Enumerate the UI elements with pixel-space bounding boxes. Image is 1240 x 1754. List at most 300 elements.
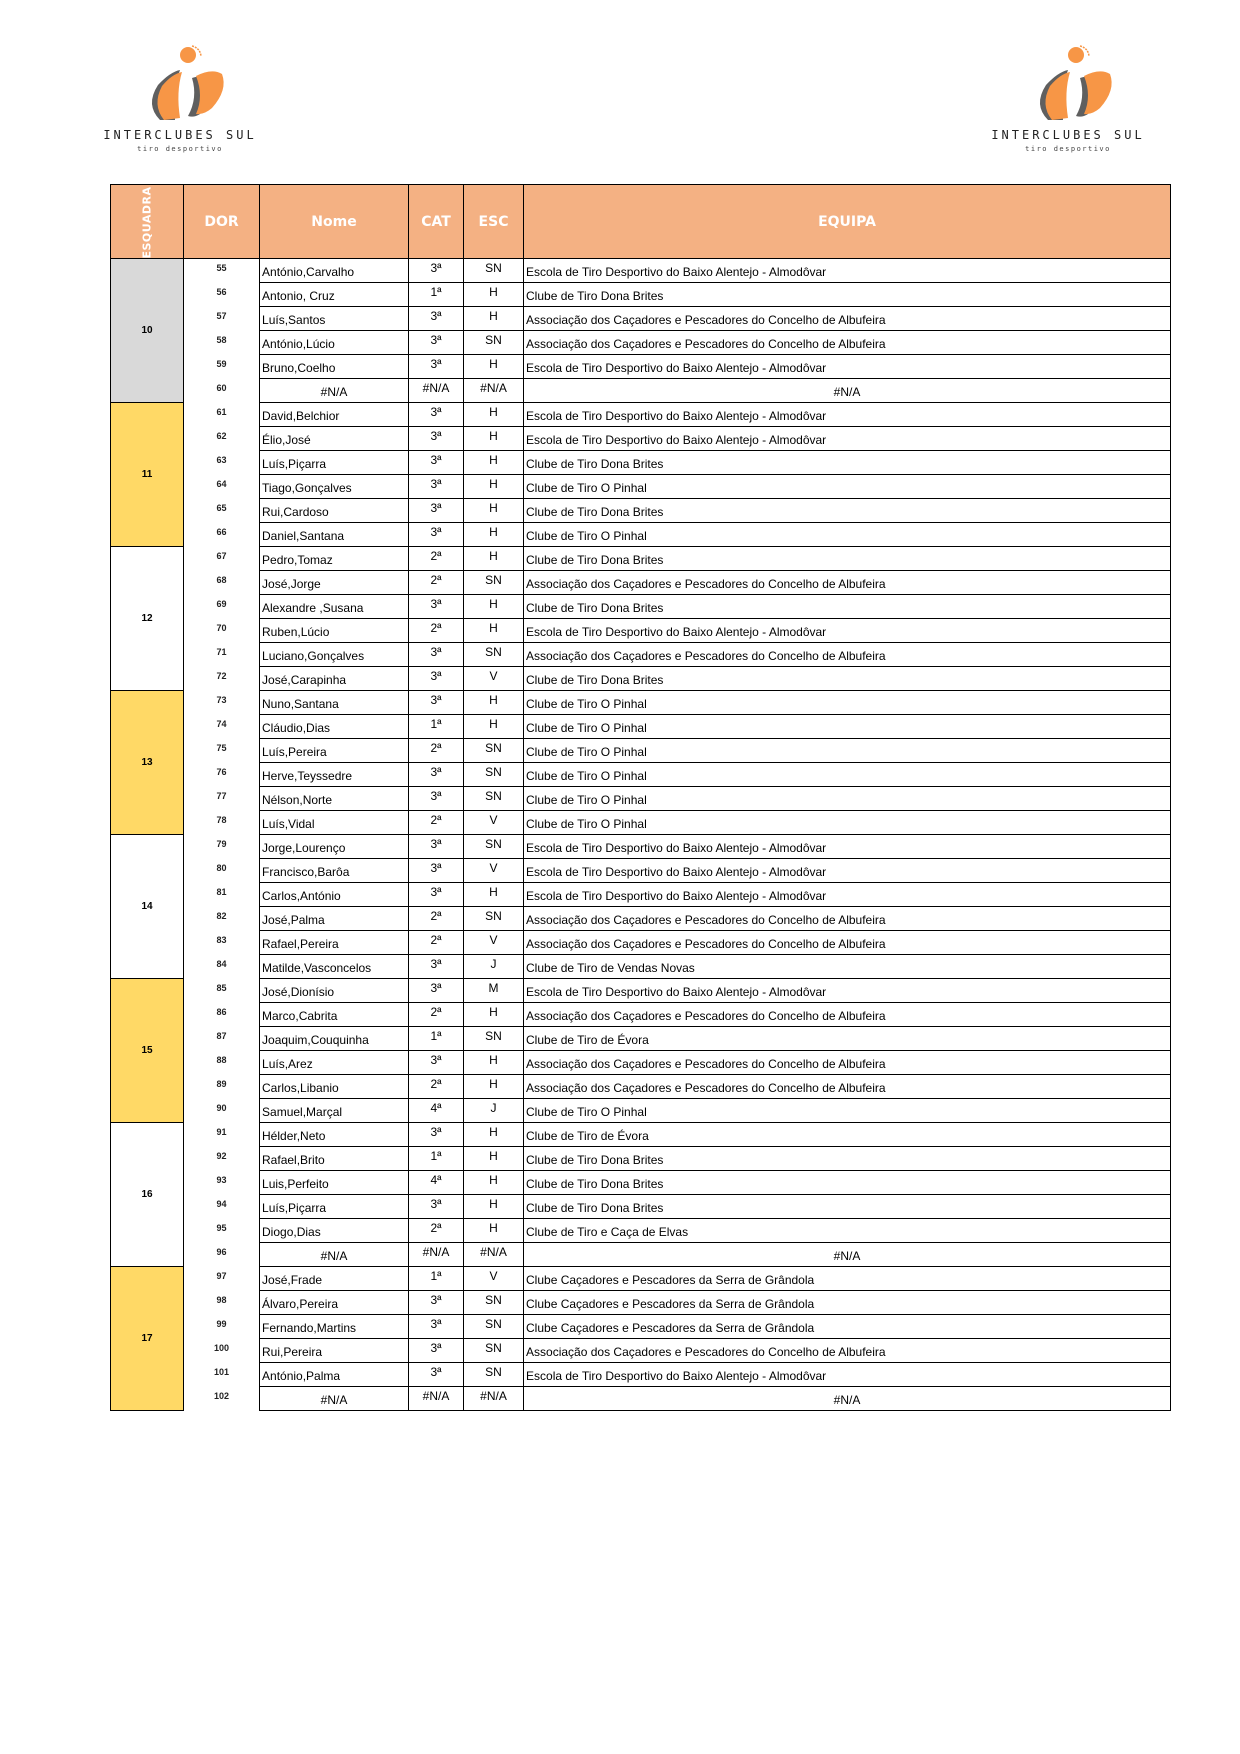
category-cell: 2ª [409, 547, 464, 571]
team-cell: Escola de Tiro Desportivo do Baixo Alentejo - Almodôvar [524, 355, 1171, 379]
name-cell: #N/A [260, 1387, 409, 1411]
name-cell: José,Palma [260, 907, 409, 931]
bib-number-cell: 95 [184, 1219, 260, 1243]
category-cell: 4ª [409, 1099, 464, 1123]
table-row [111, 787, 1171, 811]
table-row [111, 499, 1171, 523]
logo-tagline: tiro desportivo [1025, 145, 1111, 153]
class-cell: SN [464, 787, 524, 811]
bib-number-cell: 56 [184, 283, 260, 307]
bib-number-cell: 83 [184, 931, 260, 955]
bib-number-cell: 58 [184, 331, 260, 355]
class-cell: SN [464, 907, 524, 931]
category-cell: 3ª [409, 259, 464, 283]
category-cell: 3ª [409, 1195, 464, 1219]
team-cell: Associação dos Caçadores e Pescadores do Concelho de Albufeira [524, 931, 1171, 955]
name-cell: José,Dionísio [260, 979, 409, 1003]
table-row [111, 571, 1171, 595]
bib-number-cell: 74 [184, 715, 260, 739]
category-cell: 1ª [409, 1027, 464, 1051]
team-cell: Escola de Tiro Desportivo do Baixo Alentejo - Almodôvar [524, 979, 1171, 1003]
team-cell: Clube de Tiro O Pinhal [524, 475, 1171, 499]
name-cell: Daniel,Santana [260, 523, 409, 547]
interclubes-sul-logo-right [988, 40, 1148, 160]
table-row [111, 1051, 1171, 1075]
team-cell: #N/A [524, 1243, 1171, 1267]
name-cell: Tiago,Gonçalves [260, 475, 409, 499]
bib-number-cell: 65 [184, 499, 260, 523]
bib-number-cell: 82 [184, 907, 260, 931]
class-cell: H [464, 307, 524, 331]
bib-number-cell: 55 [184, 259, 260, 283]
table-row [111, 331, 1171, 355]
table-row [111, 379, 1171, 403]
team-cell: Clube de Tiro O Pinhal [524, 787, 1171, 811]
bib-number-cell: 64 [184, 475, 260, 499]
bib-number-cell: 73 [184, 691, 260, 715]
team-cell: #N/A [524, 379, 1171, 403]
table-row [111, 403, 1171, 427]
category-cell: 3ª [409, 595, 464, 619]
category-cell: 3ª [409, 691, 464, 715]
category-cell: 2ª [409, 931, 464, 955]
class-cell: M [464, 979, 524, 1003]
class-cell: SN [464, 1315, 524, 1339]
name-cell: Fernando,Martins [260, 1315, 409, 1339]
bib-number-cell: 60 [184, 379, 260, 403]
category-cell: 4ª [409, 1171, 464, 1195]
team-cell: Associação dos Caçadores e Pescadores do Concelho de Albufeira [524, 331, 1171, 355]
logo-tagline: tiro desportivo [137, 145, 223, 153]
table-row [111, 955, 1171, 979]
category-cell: 1ª [409, 283, 464, 307]
class-cell: SN [464, 763, 524, 787]
class-cell: V [464, 859, 524, 883]
class-cell: SN [464, 331, 524, 355]
category-cell: #N/A [409, 1243, 464, 1267]
table-row [111, 1123, 1171, 1147]
name-cell: Élio,José [260, 427, 409, 451]
team-cell: Clube de Tiro Dona Brites [524, 451, 1171, 475]
bib-number-cell: 66 [184, 523, 260, 547]
name-cell: Nélson,Norte [260, 787, 409, 811]
table-row [111, 307, 1171, 331]
bib-number-cell: 80 [184, 859, 260, 883]
category-cell: 3ª [409, 499, 464, 523]
team-cell: Escola de Tiro Desportivo do Baixo Alentejo - Almodôvar [524, 619, 1171, 643]
class-cell: V [464, 811, 524, 835]
name-cell: Cláudio,Dias [260, 715, 409, 739]
team-cell: Escola de Tiro Desportivo do Baixo Alentejo - Almodôvar [524, 859, 1171, 883]
squad-number-cell: 12 [111, 547, 184, 691]
bib-number-cell: 91 [184, 1123, 260, 1147]
team-cell: Associação dos Caçadores e Pescadores do Concelho de Albufeira [524, 571, 1171, 595]
team-cell: Clube de Tiro O Pinhal [524, 523, 1171, 547]
header-esquadra-label: ESQUADRA [140, 185, 154, 259]
category-cell: 1ª [409, 715, 464, 739]
category-cell: 2ª [409, 739, 464, 763]
name-cell: #N/A [260, 379, 409, 403]
category-cell: 3ª [409, 355, 464, 379]
table-row [111, 1147, 1171, 1171]
name-cell: Luís,Arez [260, 1051, 409, 1075]
category-cell: 3ª [409, 1315, 464, 1339]
bib-number-cell: 71 [184, 643, 260, 667]
table-row [111, 715, 1171, 739]
header-cat: CAT [409, 185, 464, 259]
name-cell: Rafael,Pereira [260, 931, 409, 955]
squad-number-cell: 11 [111, 403, 184, 547]
category-cell: 2ª [409, 1003, 464, 1027]
class-cell: H [464, 1003, 524, 1027]
bib-number-cell: 87 [184, 1027, 260, 1051]
table-row [111, 1099, 1171, 1123]
class-cell: H [464, 499, 524, 523]
bib-number-cell: 69 [184, 595, 260, 619]
bib-number-cell: 89 [184, 1075, 260, 1099]
class-cell: H [464, 427, 524, 451]
bib-number-cell: 59 [184, 355, 260, 379]
bib-number-cell: 93 [184, 1171, 260, 1195]
bib-number-cell: 79 [184, 835, 260, 859]
team-cell: Escola de Tiro Desportivo do Baixo Alentejo - Almodôvar [524, 835, 1171, 859]
class-cell: V [464, 931, 524, 955]
bib-number-cell: 57 [184, 307, 260, 331]
team-cell: Clube de Tiro O Pinhal [524, 811, 1171, 835]
category-cell: 2ª [409, 571, 464, 595]
category-cell: 3ª [409, 1291, 464, 1315]
class-cell: SN [464, 1363, 524, 1387]
class-cell: H [464, 715, 524, 739]
name-cell: Antonio, Cruz [260, 283, 409, 307]
category-cell: 2ª [409, 907, 464, 931]
team-cell: Escola de Tiro Desportivo do Baixo Alentejo - Almodôvar [524, 1363, 1171, 1387]
team-cell: Clube Caçadores e Pescadores da Serra de Grândola [524, 1315, 1171, 1339]
name-cell: Rafael,Brito [260, 1147, 409, 1171]
bib-number-cell: 70 [184, 619, 260, 643]
category-cell: 3ª [409, 331, 464, 355]
team-cell: #N/A [524, 1387, 1171, 1411]
class-cell: SN [464, 1339, 524, 1363]
table-row [111, 427, 1171, 451]
name-cell: Joaquim,Couquinha [260, 1027, 409, 1051]
team-cell: Associação dos Caçadores e Pescadores do Concelho de Albufeira [524, 643, 1171, 667]
class-cell: SN [464, 643, 524, 667]
table-row [111, 1243, 1171, 1267]
bib-number-cell: 62 [184, 427, 260, 451]
bib-number-cell: 88 [184, 1051, 260, 1075]
squad-number-cell: 16 [111, 1123, 184, 1267]
logo-brand-text: INTERCLUBES SUL [991, 128, 1145, 142]
team-cell: Clube de Tiro Dona Brites [524, 1147, 1171, 1171]
team-cell: Associação dos Caçadores e Pescadores do Concelho de Albufeira [524, 907, 1171, 931]
class-cell: H [464, 595, 524, 619]
table-row [111, 907, 1171, 931]
table-row [111, 859, 1171, 883]
class-cell: H [464, 523, 524, 547]
category-cell: 3ª [409, 1339, 464, 1363]
team-cell: Clube de Tiro Dona Brites [524, 1171, 1171, 1195]
name-cell: José,Frade [260, 1267, 409, 1291]
header-esquadra [111, 185, 184, 259]
category-cell: 3ª [409, 835, 464, 859]
table-row [111, 523, 1171, 547]
table-row [111, 691, 1171, 715]
category-cell: 1ª [409, 1147, 464, 1171]
team-cell: Clube de Tiro O Pinhal [524, 691, 1171, 715]
bib-number-cell: 97 [184, 1267, 260, 1291]
name-cell: Nuno,Santana [260, 691, 409, 715]
category-cell: 3ª [409, 307, 464, 331]
class-cell: #N/A [464, 379, 524, 403]
class-cell: H [464, 1147, 524, 1171]
name-cell: António,Palma [260, 1363, 409, 1387]
squad-number-cell: 17 [111, 1267, 184, 1411]
category-cell: 3ª [409, 475, 464, 499]
class-cell: H [464, 1123, 524, 1147]
category-cell: 2ª [409, 1219, 464, 1243]
category-cell: 3ª [409, 403, 464, 427]
category-cell: 3ª [409, 451, 464, 475]
team-cell: Associação dos Caçadores e Pescadores do Concelho de Albufeira [524, 1339, 1171, 1363]
name-cell: António,Lúcio [260, 331, 409, 355]
table-row [111, 811, 1171, 835]
table-row [111, 763, 1171, 787]
team-cell: Clube de Tiro de Vendas Novas [524, 955, 1171, 979]
name-cell: Pedro,Tomaz [260, 547, 409, 571]
table-row [111, 643, 1171, 667]
table-row [111, 547, 1171, 571]
category-cell: 3ª [409, 883, 464, 907]
category-cell: 2ª [409, 811, 464, 835]
class-cell: V [464, 1267, 524, 1291]
name-cell: Luís,Piçarra [260, 451, 409, 475]
class-cell: H [464, 283, 524, 307]
class-cell: H [464, 451, 524, 475]
table-row [111, 739, 1171, 763]
category-cell: #N/A [409, 379, 464, 403]
table-row [111, 1291, 1171, 1315]
class-cell: #N/A [464, 1243, 524, 1267]
team-cell: Clube de Tiro de Évora [524, 1123, 1171, 1147]
team-cell: Escola de Tiro Desportivo do Baixo Alentejo - Almodôvar [524, 403, 1171, 427]
team-cell: Escola de Tiro Desportivo do Baixo Alentejo - Almodôvar [524, 259, 1171, 283]
class-cell: H [464, 619, 524, 643]
bib-number-cell: 85 [184, 979, 260, 1003]
table-row [111, 1363, 1171, 1387]
name-cell: Rui,Pereira [260, 1339, 409, 1363]
bib-number-cell: 86 [184, 1003, 260, 1027]
squad-number-cell: 14 [111, 835, 184, 979]
team-cell: Associação dos Caçadores e Pescadores do Concelho de Albufeira [524, 1075, 1171, 1099]
team-cell: Escola de Tiro Desportivo do Baixo Alentejo - Almodôvar [524, 883, 1171, 907]
category-cell: 3ª [409, 1051, 464, 1075]
category-cell: 3ª [409, 667, 464, 691]
team-cell: Associação dos Caçadores e Pescadores do Concelho de Albufeira [524, 1003, 1171, 1027]
name-cell: Luís,Vidal [260, 811, 409, 835]
class-cell: #N/A [464, 1387, 524, 1411]
squad-number-cell: 13 [111, 691, 184, 835]
name-cell: Luciano,Gonçalves [260, 643, 409, 667]
category-cell: 3ª [409, 643, 464, 667]
table-row [111, 451, 1171, 475]
table-row [111, 883, 1171, 907]
name-cell: Luís,Piçarra [260, 1195, 409, 1219]
table-row [111, 1003, 1171, 1027]
squad-number-cell: 10 [111, 259, 184, 403]
team-cell: Clube Caçadores e Pescadores da Serra de Grândola [524, 1267, 1171, 1291]
squad-roster-table [110, 184, 1171, 1411]
name-cell: Herve,Teyssedre [260, 763, 409, 787]
table-row [111, 1075, 1171, 1099]
class-cell: J [464, 955, 524, 979]
name-cell: António,Carvalho [260, 259, 409, 283]
bib-number-cell: 68 [184, 571, 260, 595]
class-cell: SN [464, 1027, 524, 1051]
table-row [111, 355, 1171, 379]
table-row [111, 1387, 1171, 1411]
name-cell: Hélder,Neto [260, 1123, 409, 1147]
category-cell: 3ª [409, 763, 464, 787]
class-cell: H [464, 475, 524, 499]
table-row [111, 931, 1171, 955]
table-row [111, 667, 1171, 691]
name-cell: Bruno,Coelho [260, 355, 409, 379]
name-cell: José,Jorge [260, 571, 409, 595]
class-cell: H [464, 547, 524, 571]
header-nome: Nome [260, 185, 409, 259]
table-header-row [111, 185, 1171, 259]
class-cell: H [464, 1051, 524, 1075]
team-cell: Clube de Tiro Dona Brites [524, 499, 1171, 523]
class-cell: SN [464, 259, 524, 283]
table-row [111, 595, 1171, 619]
bib-number-cell: 75 [184, 739, 260, 763]
bib-number-cell: 61 [184, 403, 260, 427]
class-cell: SN [464, 739, 524, 763]
name-cell: Francisco,Barôa [260, 859, 409, 883]
bib-number-cell: 96 [184, 1243, 260, 1267]
team-cell: Clube de Tiro de Évora [524, 1027, 1171, 1051]
team-cell: Clube de Tiro O Pinhal [524, 1099, 1171, 1123]
category-cell: 2ª [409, 1075, 464, 1099]
table-row [111, 835, 1171, 859]
bib-number-cell: 81 [184, 883, 260, 907]
interclubes-sul-logo-left [100, 40, 260, 160]
table-row [111, 1339, 1171, 1363]
name-cell: Diogo,Dias [260, 1219, 409, 1243]
name-cell: Marco,Cabrita [260, 1003, 409, 1027]
category-cell: 3ª [409, 1123, 464, 1147]
name-cell: Jorge,Lourenço [260, 835, 409, 859]
team-cell: Clube de Tiro Dona Brites [524, 1195, 1171, 1219]
table-row [111, 475, 1171, 499]
team-cell: Clube de Tiro Dona Brites [524, 595, 1171, 619]
table-row [111, 1171, 1171, 1195]
table-row [111, 1267, 1171, 1291]
name-cell: Ruben,Lúcio [260, 619, 409, 643]
class-cell: H [464, 403, 524, 427]
name-cell: Álvaro,Pereira [260, 1291, 409, 1315]
logo-mark-icon [100, 40, 260, 130]
name-cell: Carlos,António [260, 883, 409, 907]
name-cell: José,Carapinha [260, 667, 409, 691]
class-cell: H [464, 1171, 524, 1195]
table-row [111, 283, 1171, 307]
bib-number-cell: 100 [184, 1339, 260, 1363]
table-row [111, 1027, 1171, 1051]
bib-number-cell: 102 [184, 1387, 260, 1411]
category-cell: 3ª [409, 955, 464, 979]
category-cell: 3ª [409, 1363, 464, 1387]
team-cell: Associação dos Caçadores e Pescadores do Concelho de Albufeira [524, 307, 1171, 331]
bib-number-cell: 63 [184, 451, 260, 475]
team-cell: Clube de Tiro O Pinhal [524, 763, 1171, 787]
category-cell: #N/A [409, 1387, 464, 1411]
name-cell: Matilde,Vasconcelos [260, 955, 409, 979]
table-row [111, 979, 1171, 1003]
class-cell: H [464, 355, 524, 379]
class-cell: H [464, 1195, 524, 1219]
table-row [111, 1219, 1171, 1243]
header-dor: DOR [184, 185, 260, 259]
class-cell: J [464, 1099, 524, 1123]
team-cell: Clube de Tiro e Caça de Elvas [524, 1219, 1171, 1243]
category-cell: 3ª [409, 859, 464, 883]
table-row [111, 619, 1171, 643]
class-cell: H [464, 691, 524, 715]
bib-number-cell: 84 [184, 955, 260, 979]
team-cell: Clube de Tiro O Pinhal [524, 715, 1171, 739]
table-body [111, 259, 1171, 1411]
name-cell: #N/A [260, 1243, 409, 1267]
bib-number-cell: 98 [184, 1291, 260, 1315]
class-cell: H [464, 883, 524, 907]
class-cell: SN [464, 571, 524, 595]
category-cell: 3ª [409, 427, 464, 451]
class-cell: H [464, 1075, 524, 1099]
bib-number-cell: 99 [184, 1315, 260, 1339]
category-cell: 1ª [409, 1267, 464, 1291]
table-row [111, 1315, 1171, 1339]
team-cell: Clube de Tiro Dona Brites [524, 283, 1171, 307]
name-cell: Luis,Perfeito [260, 1171, 409, 1195]
squad-number-cell: 15 [111, 979, 184, 1123]
bib-number-cell: 94 [184, 1195, 260, 1219]
category-cell: 3ª [409, 787, 464, 811]
name-cell: Rui,Cardoso [260, 499, 409, 523]
logo-brand-text: INTERCLUBES SUL [103, 128, 257, 142]
class-cell: SN [464, 835, 524, 859]
category-cell: 3ª [409, 523, 464, 547]
bib-number-cell: 76 [184, 763, 260, 787]
name-cell: David,Belchior [260, 403, 409, 427]
table-row [111, 1195, 1171, 1219]
name-cell: Luís,Santos [260, 307, 409, 331]
class-cell: H [464, 1219, 524, 1243]
bib-number-cell: 90 [184, 1099, 260, 1123]
header-esc: ESC [464, 185, 524, 259]
team-cell: Clube de Tiro Dona Brites [524, 667, 1171, 691]
team-cell: Associação dos Caçadores e Pescadores do Concelho de Albufeira [524, 1051, 1171, 1075]
name-cell: Carlos,Libanio [260, 1075, 409, 1099]
team-cell: Clube Caçadores e Pescadores da Serra de Grândola [524, 1291, 1171, 1315]
name-cell: Luís,Pereira [260, 739, 409, 763]
team-cell: Clube de Tiro Dona Brites [524, 547, 1171, 571]
bib-number-cell: 92 [184, 1147, 260, 1171]
class-cell: V [464, 667, 524, 691]
category-cell: 3ª [409, 979, 464, 1003]
